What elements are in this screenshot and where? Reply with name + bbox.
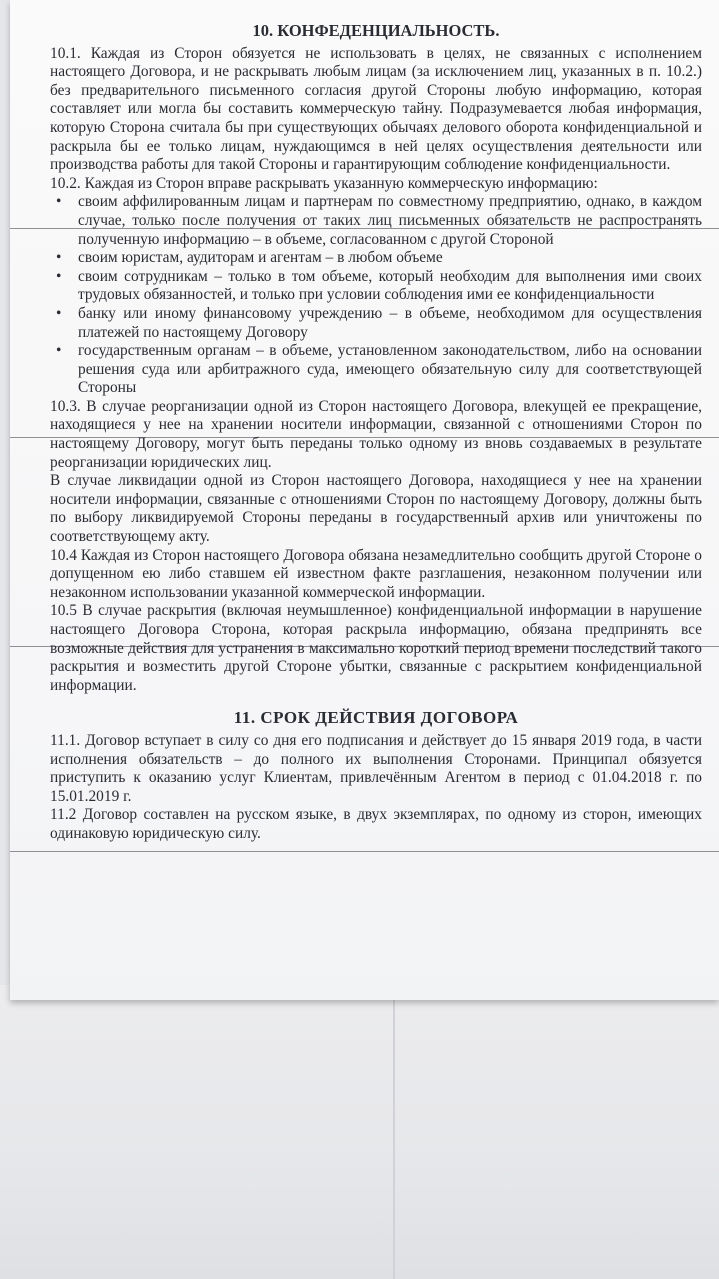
background-page [0, 985, 719, 1279]
bullet-icon: • [56, 342, 62, 360]
disclosure-list [50, 193, 702, 398]
clause-10-2: 10.2. Каждая из Сторон вправе раскрывать указанную коммерческую информацию: [50, 174, 598, 192]
bullet-icon: • [56, 304, 62, 322]
section-11-title: 11. СРОК ДЕЙСТВИЯ ДОГОВОРА [233, 708, 519, 728]
list-item: • банку или иному финансовому учреждению – в объеме, необходимом для осуществления платежей по настоящему Договору [56, 304, 702, 341]
bullet-icon: • [56, 193, 62, 211]
clause-10-5: 10.5 В случае раскрытия (включая неумышленное) конфиденциальной информации в нарушение настоящего Договора Сторона, которая раскрыла информацию, обязана предпринять все возможные действия для устранения в максимально короткий период времени последствий такого раскрытия и возместить другой Стороне убытки, связанные с раскрытием конфиденциальной информации. [50, 602, 702, 694]
section-10-title: 10. КОНФЕДЕНЦИАЛЬНОСТЬ. [252, 21, 500, 40]
list-item: • своим аффилированным лицам и партнерам по совместному предприятию, однако, в каждом случае, только после получения от таких лиц письменных обязательств не распространять полученную информацию – в объеме, согласованном с другой Стороной [56, 193, 702, 248]
bullet-icon: • [56, 267, 62, 285]
list-item: • своим юристам, аудиторам и агентам – в любом объеме [56, 249, 443, 267]
fold-line [10, 851, 719, 852]
document-content [50, 22, 702, 844]
list-item: • государственным органам – в объеме, установленном законодательством, либо на основании решения суда или арбитражного суда, имеющего обязательную силу для соответствующей Стороны [56, 342, 702, 397]
clause-11-1: 11.1. Договор вступает в силу со дня его подписания и действует до 15 января 2019 года, в части исполнения обязательств – до полного их выполнения Сторонами. Принципал обязуется приступить к оказанию услуг Клиентам, привлечённым Агентом в период с 01.04.2018 г. по 15.01.2019 г. [50, 731, 702, 805]
clause-10-1: 10.1. Каждая из Сторон обязуется не использовать в целях, не связанных с исполнением настоящего Договора, и не раскрывать любым лицам (за исключением лиц, указанных в п. 10.2.) без предварительного письменного согласия другой Стороны любую информацию, которая составляет или могла бы составить коммерческую тайну. Подразумевается любая информация, которую Сторона считала бы при существующих обычаях делового оборота конфиденциальной и раскрыла бы ее только лицам, нуждающимся в ней целях осуществления деятельности или производства работы для такой Стороны и гарантирующим соблюдение конфиденциальности. [50, 44, 702, 174]
list-item: • своим сотрудникам – только в том объеме, который необходим для выполнения ими своих трудовых обязанностей, и только при условии соблюдения ими ее конфиденциальности [56, 267, 702, 304]
clause-10-3-liquidation: В случае ликвидации одной из Сторон настоящего Договора, находящиеся у нее на хранении носители информации, связанные с отношениями Сторон по настоящему Договору, должны быть по выбору ликвидируемой Стороны переданы в государственный архив или уничтожены по соответствующему акту. [50, 472, 702, 546]
document-sheet [10, 0, 719, 1000]
clause-11-2: 11.2 Договор составлен на русском языке, в двух экземплярах, по одному из сторон, имеющих одинаковую юридическую силу. [50, 806, 702, 842]
bullet-icon: • [56, 249, 62, 267]
clause-10-3: 10.3. В случае реорганизации одной из Сторон настоящего Договора, влекущей ее прекращение, находящиеся у нее на хранении носители информации, связанной с отношениями Сторон по настоящему Договору, могут быть переданы только одному из вновь создаваемых в результате реорганизации юридических лиц. [50, 397, 702, 471]
page-crease [393, 985, 395, 1279]
clause-10-4: 10.4 Каждая из Сторон настоящего Договора обязана незамедлительно сообщить другой Стороне о допущенном ею либо ставшем ей известном факте разглашения, незаконном получении или незаконном использовании указанной коммерческой информации. [50, 546, 702, 601]
